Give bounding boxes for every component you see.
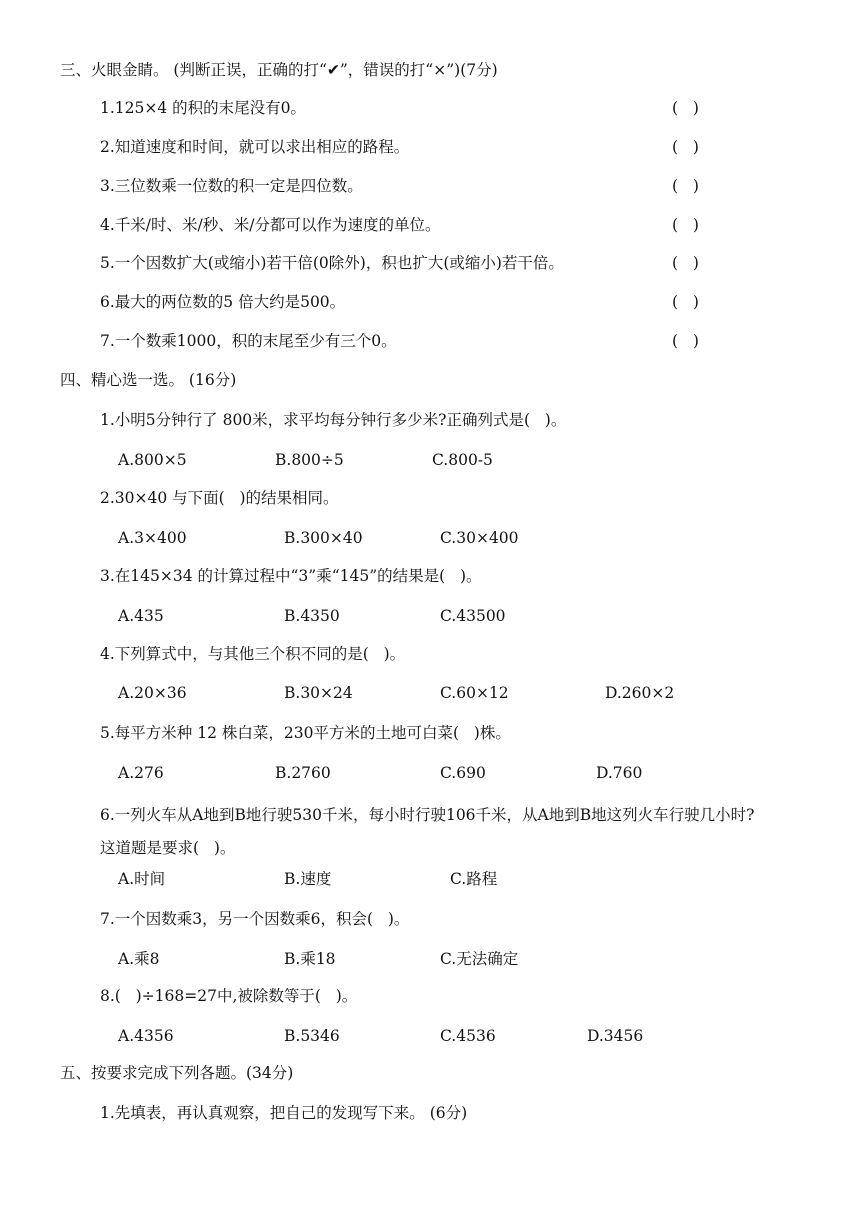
q3-option-b: B.4350	[284, 607, 340, 625]
answer-paren-2: ( )	[672, 138, 699, 156]
choice-question-4: 4.下列算式中，与其他三个积不同的是( )。	[100, 645, 406, 663]
q7-option-b: B.乘18	[284, 950, 336, 968]
q7-option-a: A.乘8	[118, 950, 160, 968]
answer-paren-3: ( )	[672, 177, 699, 195]
q8-option-d: D.3456	[587, 1027, 644, 1045]
choice-question-8: 8.( )÷168=27中,被除数等于( )。	[100, 987, 358, 1005]
choice-question-2: 2.30×40 与下面( )的结果相同。	[100, 489, 339, 507]
judge-item-7: 7.一个数乘1000，积的末尾至少有三个0。	[100, 332, 397, 350]
section-4-heading: 四、精心选一选。 (16分)	[60, 371, 237, 389]
q4-option-a: A.20×36	[118, 684, 187, 702]
q3-option-a: A.435	[118, 607, 164, 625]
choice-question-6-line-2: 这道题是要求( )。	[100, 839, 236, 857]
choice-question-3: 3.在145×34 的计算过程中“3”乘“145”的结果是( )。	[100, 567, 482, 585]
q5-option-a: A.276	[118, 764, 164, 782]
q8-option-a: A.4356	[118, 1027, 174, 1045]
q1-option-a: A.800×5	[118, 451, 187, 469]
q6-option-b: B.速度	[284, 870, 332, 888]
section-5-heading: 五、按要求完成下列各题。(34分)	[60, 1064, 294, 1082]
judge-item-2: 2.知道速度和时间，就可以求出相应的路程。	[100, 138, 410, 156]
q4-option-d: D.260×2	[605, 684, 675, 702]
judge-item-4: 4.千米/时、米/秒、米/分都可以作为速度的单位。	[100, 216, 441, 234]
q8-option-c: C.4536	[440, 1027, 496, 1045]
q2-option-c: C.30×400	[440, 529, 519, 547]
answer-paren-4: ( )	[672, 216, 699, 234]
q5-option-b: B.2760	[275, 764, 331, 782]
q7-option-c: C.无法确定	[440, 950, 519, 968]
judge-item-1: 1.125×4 的积的末尾没有0。	[100, 99, 307, 117]
section-3-heading: 三、火眼金睛。 (判断正误，正确的打“✔”，错误的打“×”)(7分)	[60, 61, 498, 79]
answer-paren-1: ( )	[672, 99, 699, 117]
q5-option-c: C.690	[440, 764, 486, 782]
answer-paren-7: ( )	[672, 332, 699, 350]
choice-question-7: 7.一个因数乘3，另一个因数乘6，积会( )。	[100, 910, 410, 928]
answer-paren-5: ( )	[672, 254, 699, 272]
q6-option-c: C.路程	[450, 870, 498, 888]
q2-option-b: B.300×40	[284, 529, 363, 547]
q3-option-c: C.43500	[440, 607, 506, 625]
q4-option-b: B.30×24	[284, 684, 353, 702]
q4-option-c: C.60×12	[440, 684, 509, 702]
q5-option-d: D.760	[596, 764, 643, 782]
section-5-question-1: 1.先填表，再认真观察，把自己的发现写下来。 (6分)	[100, 1104, 468, 1122]
choice-question-1: 1.小明5分钟行了 800米，求平均每分钟行多少米?正确列式是( )。	[100, 411, 567, 429]
q8-option-b: B.5346	[284, 1027, 340, 1045]
judge-item-3: 3.三位数乘一位数的积一定是四位数。	[100, 177, 363, 195]
answer-paren-6: ( )	[672, 293, 699, 311]
q1-option-b: B.800÷5	[275, 451, 344, 469]
q2-option-a: A.3×400	[118, 529, 187, 547]
q6-option-a: A.时间	[118, 870, 166, 888]
judge-item-6: 6.最大的两位数的5 倍大约是500。	[100, 293, 346, 311]
choice-question-6: 6.一列火车从A地到B地行驶530千米，每小时行驶106千米，从A地到B地这列火车行驶几小时?	[100, 806, 755, 824]
judge-item-5: 5.一个因数扩大(或缩小)若干倍(0除外)，积也扩大(或缩小)若干倍。	[100, 254, 564, 272]
choice-question-5: 5.每平方米种 12 株白菜，230平方米的土地可白菜( )株。	[100, 724, 511, 742]
q1-option-c: C.800-5	[432, 451, 493, 469]
